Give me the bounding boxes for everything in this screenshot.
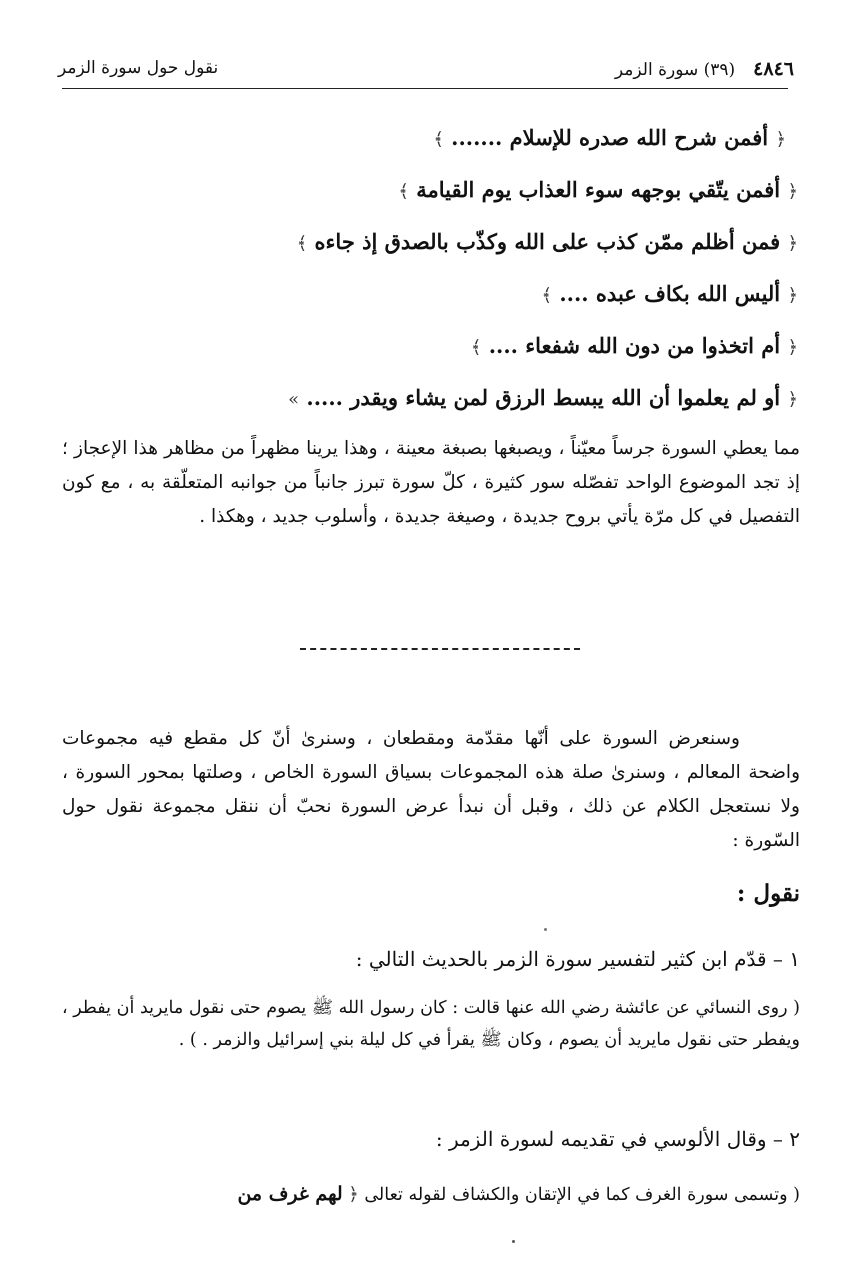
verse-text: فمن أظلم ممّن كذب على الله وكذّب بالصدق إذ جاءه <box>314 229 781 254</box>
ornate-bracket-close: ﴾ <box>470 337 482 358</box>
verse-line <box>62 268 798 320</box>
ornate-bracket-close: ﴾ <box>433 129 444 150</box>
quote-alusi-verse: لهم غرف من <box>237 1183 343 1205</box>
verse-text: أو لم يعلموا أن الله يبسط الرزق لمن يشاء ويقدر ..... <box>306 385 781 410</box>
quote-alusi <box>62 1178 800 1211</box>
list-item-2: ٢ – وقال الألوسي في تقديمه لسورة الزمر : <box>435 1127 800 1151</box>
ornate-bracket-open: ﴿ <box>787 389 798 410</box>
verse-text: أم اتخذوا من دون الله شفعاء .... <box>488 333 781 358</box>
ornate-bracket-close: ﴾ <box>398 181 409 202</box>
verse-line <box>62 164 798 216</box>
verse-text: أفمن شرح الله صدره للإسلام ....... <box>451 125 769 150</box>
paragraph-2: وسنعرض السورة على أنّها مقدّمة ومقطعان ، وسنرىٰ أنّ كل مقطع فيه مجموعات واضحة المعالم ، وسنرىٰ صلة هذه المجموعات بسياق السورة الخاص ، وصلتها بمحور السورة ، ولا نستعجل الكلام عن ذلك ، وقبل أن نبدأ عرض السورة نحبّ أن ننقل مجموعة نقول حول السّورة : <box>62 728 800 851</box>
ornate-bracket-open: ﴿ <box>787 181 798 202</box>
verse-line <box>62 112 798 164</box>
list-item-1: ١ – قدّم ابن كثير لتفسير سورة الزمر بالحديث التالي : <box>355 947 800 971</box>
verse-text: أفمن يتّقي بوجهه سوء العذاب يوم القيامة <box>416 177 781 202</box>
verse-text: أليس الله بكاف عبده .... <box>559 281 781 306</box>
ornate-bracket-close: ﴾ <box>541 285 553 306</box>
verse-line <box>62 216 798 268</box>
ornate-bracket-open: ﴿ <box>787 285 798 306</box>
ornate-bracket-open: ﴿ <box>787 233 798 254</box>
section-title: نقول حول سورة الزمر <box>58 58 219 78</box>
quote-close: » <box>288 389 300 410</box>
page-header <box>58 54 794 90</box>
quote-hadith: ( روى النسائي عن عائشة رضي الله عنها قالت : كان رسول الله ﷺ يصوم حتى نقول مايريد أن يفطر ، ويفطر حتى نقول مايريد أن يصوم ، وكان ﷺ يقرأ في كل ليلة بني إسرائيل والزمر . ) . <box>62 998 800 1050</box>
surah-label: (٣٩) سورة الزمر <box>614 60 736 80</box>
footer-dot <box>512 1240 515 1243</box>
paragraph-1: مما يعطي السورة جرساً معيّناً ، ويصبغها بصبغة معينة ، وهذا يرينا مظهراً من مظاهر هذا الإعجاز ؛ إذ تجد الموضوع الواحد تفصّله سور كثيرة ، كلّ سورة تبرز جانباً من جوانبه المتعلّقة به ، مع كون التفصيل في كل مرّة يأتي بروح جديدة ، وصيغة جديدة ، وأسلوب جديد ، وهكذا . <box>62 438 800 527</box>
verse-line <box>62 320 798 372</box>
header-rule <box>62 88 788 89</box>
ornate-bracket-open: ﴿ <box>775 129 786 150</box>
section-divider <box>300 648 580 650</box>
verse-list <box>62 112 798 424</box>
quote-alusi-text: ( وتسمى سورة الغرف كما في الإتقان والكشاف لقوله تعالى <box>364 1185 800 1205</box>
nuqul-heading: نقول : <box>736 880 800 907</box>
ornate-bracket-close: ﴾ <box>296 233 308 254</box>
ornate-bracket-open: ﴿ <box>787 337 798 358</box>
ornate-bracket-open: ﴿ <box>348 1184 359 1205</box>
page-number: ٤٨٤٦ <box>753 58 794 80</box>
header-right <box>615 58 794 80</box>
verse-line <box>62 372 798 424</box>
ink-dot <box>544 928 547 931</box>
